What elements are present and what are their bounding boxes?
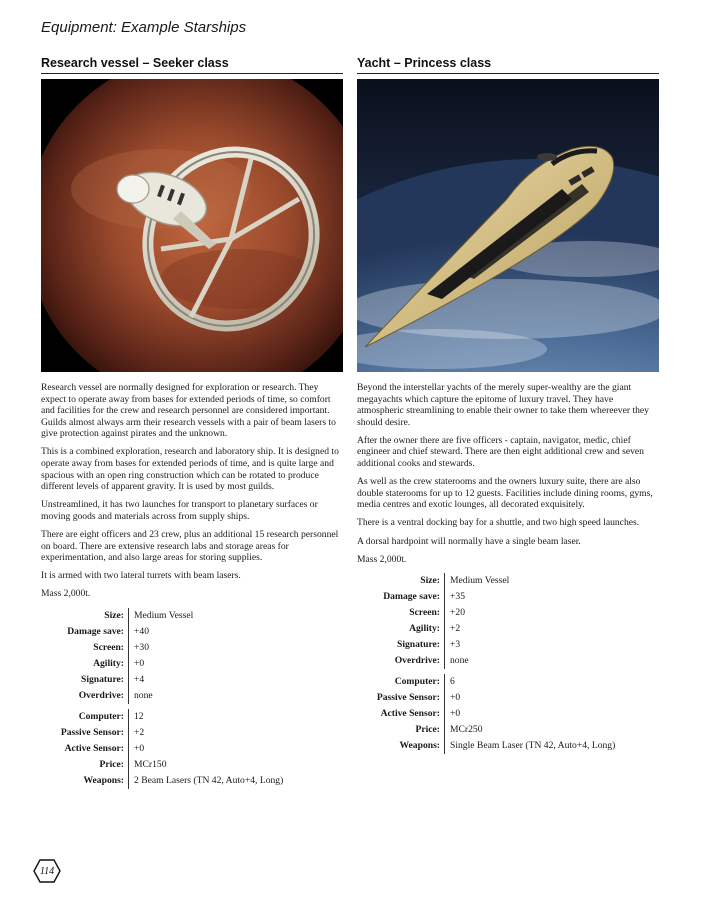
yacht-description bbox=[357, 382, 659, 565]
stat-label: Overdrive: bbox=[78, 690, 124, 701]
stat-label: Active Sensor: bbox=[64, 743, 124, 754]
stat-row-active-sensor bbox=[357, 706, 659, 722]
stat-value: 12 bbox=[128, 709, 144, 725]
mass-line: Mass 2,000t. bbox=[357, 553, 407, 565]
stat-value: +20 bbox=[444, 605, 465, 621]
stat-label: Weapons: bbox=[399, 740, 440, 752]
page-number: 114 bbox=[39, 865, 55, 877]
stat-value: MCr150 bbox=[128, 757, 167, 773]
stat-row-weapons bbox=[357, 738, 659, 754]
research-vessel-description bbox=[41, 382, 343, 600]
stat-row-signature bbox=[41, 672, 343, 688]
section-heading: Yacht – Princess class bbox=[357, 56, 659, 74]
stat-row-price bbox=[357, 722, 659, 738]
stat-value: Medium Vessel bbox=[444, 573, 509, 589]
stat-value: +0 bbox=[128, 741, 144, 757]
paragraph: As well as the crew staterooms and the owners luxury suite, there are also double staterooms for up to 12 guests. Facilities include dining rooms, gyms, media centres and exotic lounges, all decorated exquisitely. bbox=[357, 476, 653, 511]
paragraph: There are eight officers and 23 crew, plus an additional 15 research personnel on board. There are extensive research labs and storage areas for experimentation, and also large areas for storing supplies. bbox=[41, 529, 339, 564]
chapter-title: Equipment: Example Starships bbox=[41, 19, 247, 36]
page-number-badge bbox=[33, 859, 61, 883]
stat-row-size bbox=[357, 573, 659, 589]
stat-label: Active Sensor: bbox=[380, 708, 440, 720]
stat-row-damage-save bbox=[41, 624, 343, 640]
stat-value: Single Beam Laser (TN 42, Auto+4, Long) bbox=[444, 738, 615, 754]
stat-row-screen bbox=[41, 640, 343, 656]
research-vessel-section bbox=[41, 56, 343, 789]
stat-row-active-sensor bbox=[41, 741, 343, 757]
stat-label: Screen: bbox=[409, 607, 440, 619]
stat-row-agility bbox=[357, 621, 659, 637]
stat-label: Price: bbox=[99, 759, 124, 770]
stat-value: MCr250 bbox=[444, 722, 483, 738]
paragraph: This is a combined exploration, research and laboratory ship. It is designed to operate away from bases for extended periods of time, and is quite large and spacious with an open ring construction which can be rotated to produce different levels of apparent gravity. It is used by most guilds. bbox=[41, 446, 339, 493]
research-vessel-image bbox=[41, 79, 343, 372]
stat-row-overdrive bbox=[357, 653, 659, 669]
stat-label: Damage save: bbox=[383, 591, 440, 603]
stat-row-computer bbox=[357, 674, 659, 690]
stat-label: Passive Sensor: bbox=[60, 727, 124, 738]
yacht-image bbox=[357, 79, 659, 372]
stat-value: +0 bbox=[128, 656, 144, 672]
yacht-section bbox=[357, 56, 659, 754]
stat-value: +2 bbox=[128, 725, 144, 741]
stat-row-damage-save bbox=[357, 589, 659, 605]
stat-label: Price: bbox=[415, 724, 440, 736]
stat-value: +0 bbox=[444, 690, 460, 706]
paragraph: Research vessel are normally designed for exploration or research. They expect to operate away from bases for extended periods of time, so comfort and facilities for the crew and research personnel are considered important. Guilds almost always arm their research vessels with a pair of beam lasers to give protection against pirates and the unknown. bbox=[41, 382, 336, 440]
stat-row-passive-sensor bbox=[357, 690, 659, 706]
paragraph: There is a ventral docking bay for a shuttle, and two high speed launches. bbox=[357, 517, 640, 529]
stat-value: 6 bbox=[444, 674, 455, 690]
stat-value: +30 bbox=[128, 640, 149, 656]
stat-value: +3 bbox=[444, 637, 460, 653]
stat-value: +0 bbox=[444, 706, 460, 722]
stat-label: Overdrive: bbox=[394, 655, 440, 667]
stat-row-size bbox=[41, 608, 343, 624]
stat-row-agility bbox=[41, 656, 343, 672]
stat-value: +2 bbox=[444, 621, 460, 637]
stat-label: Size: bbox=[420, 575, 440, 587]
research-vessel-illustration bbox=[41, 79, 343, 372]
stat-value: 2 Beam Lasers (TN 42, Auto+4, Long) bbox=[128, 773, 283, 789]
stat-value: +40 bbox=[128, 624, 149, 640]
stat-row-weapons bbox=[41, 773, 343, 789]
yacht-stats-table bbox=[357, 573, 659, 754]
stat-label: Damage save: bbox=[67, 626, 124, 637]
stat-label: Agility: bbox=[93, 658, 124, 669]
stat-label: Computer: bbox=[394, 676, 440, 688]
research-vessel-stats-table bbox=[41, 608, 343, 789]
stat-label: Agility: bbox=[409, 623, 440, 635]
stat-value: none bbox=[128, 688, 153, 704]
stat-label: Computer: bbox=[78, 711, 124, 722]
stat-row-price bbox=[41, 757, 343, 773]
stat-row-passive-sensor bbox=[41, 725, 343, 741]
stat-value: +35 bbox=[444, 589, 465, 605]
stat-row-screen bbox=[357, 605, 659, 621]
paragraph: Beyond the interstellar yachts of the merely super-wealthy are the giant megayachts which capture the epitome of luxury travel. They have atmospheric streamlining to enable their owner to take them whereever they should desire. bbox=[357, 382, 649, 428]
paragraph: A dorsal hardpoint will normally have a single beam laser. bbox=[357, 535, 581, 547]
paragraph: It is armed with two lateral turrets with beam lasers. bbox=[41, 570, 241, 582]
paragraph: After the owner there are five officers - captain, navigator, medic, chief engineer and chief steward. There are then eight additional crew and seven additional cooks and stewards. bbox=[357, 434, 644, 470]
stat-value: none bbox=[444, 653, 469, 669]
yacht-illustration bbox=[357, 79, 659, 372]
stat-row-overdrive bbox=[41, 688, 343, 704]
stat-row-signature bbox=[357, 637, 659, 653]
stat-label: Weapons: bbox=[83, 775, 124, 786]
stat-value: Medium Vessel bbox=[128, 608, 193, 624]
stat-label: Size: bbox=[104, 610, 124, 621]
section-heading: Research vessel – Seeker class bbox=[41, 56, 343, 74]
stat-label: Signature: bbox=[81, 674, 124, 685]
stat-row-computer bbox=[41, 709, 343, 725]
paragraph: Unstreamlined, it has two launches for transport to planetary surfaces or moving goods and materials across from supply ships. bbox=[41, 499, 318, 522]
stat-label: Signature: bbox=[397, 639, 440, 651]
stat-value: +4 bbox=[128, 672, 144, 688]
stat-label: Screen: bbox=[93, 642, 124, 653]
mass-line: Mass 2,000t. bbox=[41, 588, 91, 600]
stat-label: Passive Sensor: bbox=[376, 692, 440, 704]
